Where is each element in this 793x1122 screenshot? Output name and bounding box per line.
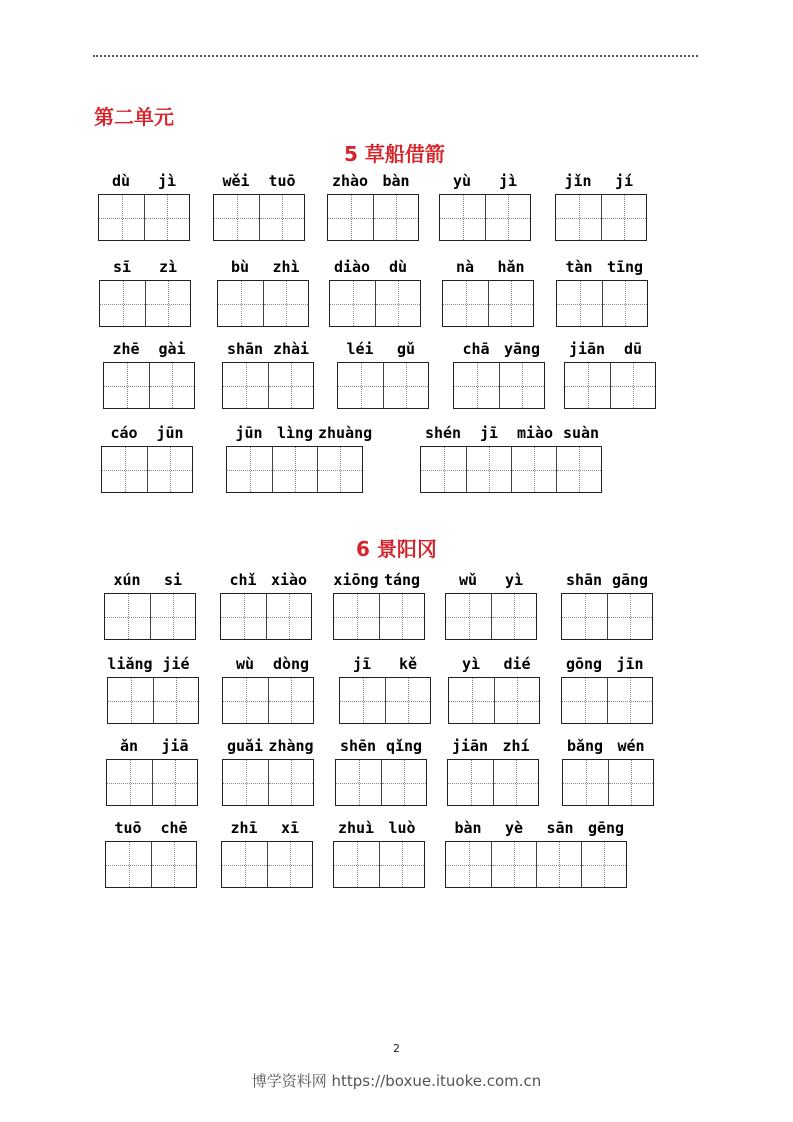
- tianzige-writing-grid[interactable]: [339, 677, 431, 724]
- tianzige-writing-grid[interactable]: [442, 280, 534, 327]
- character-cell[interactable]: [581, 842, 626, 887]
- pinyin-syllable: jiā: [161, 737, 189, 755]
- pinyin-syllable: yì: [504, 571, 524, 589]
- character-cell[interactable]: [222, 842, 267, 887]
- pinyin-syllable: zhì: [272, 258, 300, 276]
- pinyin-syllable: tuō: [114, 819, 142, 837]
- tianzige-writing-grid[interactable]: [333, 841, 425, 888]
- pinyin-syllable: shān: [565, 571, 603, 589]
- character-cell[interactable]: [218, 281, 263, 326]
- character-cell[interactable]: [330, 281, 375, 326]
- pinyin-syllable: tīng: [606, 258, 644, 276]
- tianzige-writing-grid[interactable]: [561, 593, 653, 640]
- pinyin-syllable: shén: [424, 424, 462, 442]
- pinyin-syllable: yāng: [503, 340, 541, 358]
- pinyin-syllable: chā: [462, 340, 490, 358]
- unit-title: 第二单元: [94, 105, 174, 129]
- character-cell[interactable]: [485, 195, 530, 240]
- pinyin-syllable: zì: [158, 258, 178, 276]
- pinyin-label: [333, 571, 425, 591]
- character-cell[interactable]: [336, 760, 381, 805]
- character-cell[interactable]: [375, 281, 420, 326]
- pinyin-label: [453, 340, 545, 360]
- pinyin-label: [327, 172, 419, 192]
- pinyin-syllable: xiào: [270, 571, 308, 589]
- pinyin-syllable: shān: [226, 340, 264, 358]
- character-cell[interactable]: [563, 760, 608, 805]
- character-cell[interactable]: [488, 281, 533, 326]
- pinyin-syllable: zhàng: [268, 737, 314, 755]
- pinyin-syllable: wén: [617, 737, 645, 755]
- pinyin-syllable: zhài: [272, 340, 310, 358]
- pinyin-label: [445, 819, 629, 839]
- character-cell[interactable]: [223, 363, 268, 408]
- pinyin-syllable: tuō: [268, 172, 296, 190]
- pinyin-syllable: hǎn: [497, 258, 525, 276]
- pinyin-syllable: jí: [614, 172, 634, 190]
- tianzige-writing-grid[interactable]: [107, 677, 199, 724]
- character-cell[interactable]: [466, 447, 511, 492]
- character-cell[interactable]: [268, 678, 313, 723]
- character-cell[interactable]: [272, 447, 317, 492]
- tianzige-writing-grid[interactable]: [104, 593, 196, 640]
- pinyin-label: [562, 737, 654, 757]
- pinyin-syllable: wǔ: [458, 571, 478, 589]
- pinyin-label: [339, 655, 431, 675]
- tianzige-writing-grid[interactable]: [453, 362, 545, 409]
- pinyin-label: [555, 172, 647, 192]
- tianzige-writing-grid[interactable]: [562, 759, 654, 806]
- character-cell[interactable]: [448, 760, 493, 805]
- pinyin-label: [329, 258, 421, 278]
- lesson-title: 5 草船借箭: [344, 142, 445, 166]
- pinyin-syllable: guǎi: [226, 737, 264, 755]
- pinyin-label: [561, 571, 653, 591]
- pinyin-syllable: jī: [479, 424, 499, 442]
- pinyin-syllable: jūn: [156, 424, 184, 442]
- pinyin-syllable: bàn: [454, 819, 482, 837]
- tianzige-writing-grid[interactable]: [213, 194, 305, 241]
- pinyin-syllable: bǎng: [566, 737, 604, 755]
- pinyin-label: [105, 819, 197, 839]
- character-cell[interactable]: [454, 363, 499, 408]
- pinyin-syllable: zhuàng: [318, 424, 373, 442]
- character-cell[interactable]: [223, 678, 268, 723]
- pinyin-syllable: luò: [388, 819, 416, 837]
- character-cell[interactable]: [446, 594, 491, 639]
- pinyin-label: [447, 737, 539, 757]
- tianzige-writing-grid[interactable]: [420, 446, 602, 493]
- character-cell[interactable]: [565, 363, 610, 408]
- character-cell[interactable]: [440, 195, 485, 240]
- pinyin-syllable: lìng: [276, 424, 314, 442]
- pinyin-syllable: gài: [158, 340, 186, 358]
- character-cell[interactable]: [268, 760, 313, 805]
- pinyin-syllable: táng: [383, 571, 421, 589]
- pinyin-syllable: diào: [333, 258, 371, 276]
- character-cell[interactable]: [536, 842, 581, 887]
- character-cell[interactable]: [340, 678, 385, 723]
- pinyin-label: [448, 655, 540, 675]
- pinyin-label: [104, 571, 196, 591]
- lesson-title: 6 景阳冈: [356, 537, 437, 561]
- character-cell[interactable]: [607, 678, 652, 723]
- character-cell[interactable]: [147, 447, 192, 492]
- character-cell[interactable]: [379, 594, 424, 639]
- pinyin-syllable: bù: [230, 258, 250, 276]
- tianzige-writing-grid[interactable]: [221, 841, 313, 888]
- tianzige-writing-grid[interactable]: [556, 280, 648, 327]
- tianzige-writing-grid[interactable]: [222, 759, 314, 806]
- character-cell[interactable]: [317, 447, 362, 492]
- pinyin-syllable: zhào: [331, 172, 369, 190]
- character-cell[interactable]: [334, 594, 379, 639]
- pinyin-syllable: léi: [346, 340, 374, 358]
- pinyin-label: [420, 424, 604, 444]
- pinyin-label: [333, 819, 425, 839]
- tianzige-writing-grid[interactable]: [448, 677, 540, 724]
- pinyin-syllable: chē: [160, 819, 188, 837]
- pinyin-syllable: wěi: [222, 172, 250, 190]
- character-cell[interactable]: [493, 760, 538, 805]
- pinyin-syllable: dū: [623, 340, 643, 358]
- pinyin-label: [439, 172, 531, 192]
- character-cell[interactable]: [267, 842, 312, 887]
- pinyin-syllable: zhí: [502, 737, 530, 755]
- character-cell[interactable]: [328, 195, 373, 240]
- pinyin-syllable: gǔ: [396, 340, 416, 358]
- character-cell[interactable]: [607, 594, 652, 639]
- character-cell[interactable]: [556, 447, 601, 492]
- pinyin-syllable: nà: [455, 258, 475, 276]
- character-cell[interactable]: [494, 678, 539, 723]
- pinyin-label: [101, 424, 193, 444]
- pinyin-syllable: cáo: [110, 424, 138, 442]
- pinyin-syllable: kě: [398, 655, 418, 673]
- character-cell[interactable]: [223, 760, 268, 805]
- character-cell[interactable]: [259, 195, 304, 240]
- pinyin-syllable: gēng: [587, 819, 625, 837]
- pinyin-syllable: dù: [111, 172, 131, 190]
- character-cell[interactable]: [227, 447, 272, 492]
- character-cell[interactable]: [153, 678, 198, 723]
- pinyin-syllable: wù: [235, 655, 255, 673]
- pinyin-label: [561, 655, 653, 675]
- character-cell[interactable]: [557, 281, 602, 326]
- pinyin-label: [564, 340, 656, 360]
- pinyin-syllable: si: [163, 571, 183, 589]
- pinyin-label: [217, 258, 309, 278]
- character-cell[interactable]: [102, 447, 147, 492]
- tianzige-writing-grid[interactable]: [439, 194, 531, 241]
- header-dotted-rule: [93, 55, 698, 57]
- pinyin-syllable: zhē: [112, 340, 140, 358]
- tianzige-writing-grid[interactable]: [555, 194, 647, 241]
- tianzige-writing-grid[interactable]: [226, 446, 363, 493]
- pinyin-label: [99, 258, 191, 278]
- tianzige-writing-grid[interactable]: [103, 362, 195, 409]
- pinyin-syllable: gāng: [611, 571, 649, 589]
- character-cell[interactable]: [379, 842, 424, 887]
- character-cell[interactable]: [150, 594, 195, 639]
- pinyin-syllable: bàn: [382, 172, 410, 190]
- pinyin-syllable: jì: [157, 172, 177, 190]
- pinyin-syllable: zhuì: [337, 819, 375, 837]
- pinyin-syllable: jié: [162, 655, 190, 673]
- character-cell[interactable]: [263, 281, 308, 326]
- pinyin-syllable: zhī: [230, 819, 258, 837]
- pinyin-syllable: yè: [504, 819, 524, 837]
- pinyin-syllable: miào: [516, 424, 554, 442]
- pinyin-syllable: xī: [280, 819, 300, 837]
- character-cell[interactable]: [556, 195, 601, 240]
- character-cell[interactable]: [144, 195, 189, 240]
- character-cell[interactable]: [491, 594, 536, 639]
- tianzige-writing-grid[interactable]: [564, 362, 656, 409]
- tianzige-writing-grid[interactable]: [101, 446, 193, 493]
- pinyin-syllable: liǎng: [107, 655, 153, 673]
- character-cell[interactable]: [266, 594, 311, 639]
- character-cell[interactable]: [100, 281, 145, 326]
- pinyin-syllable: chǐ: [229, 571, 257, 589]
- character-cell[interactable]: [421, 447, 466, 492]
- pinyin-label: [107, 655, 199, 675]
- character-cell[interactable]: [381, 760, 426, 805]
- pinyin-label: [226, 424, 373, 444]
- pinyin-label: [335, 737, 427, 757]
- tianzige-writing-grid[interactable]: [329, 280, 421, 327]
- character-cell[interactable]: [268, 363, 313, 408]
- character-cell[interactable]: [105, 594, 150, 639]
- pinyin-syllable: jiān: [568, 340, 606, 358]
- pinyin-syllable: dù: [388, 258, 408, 276]
- tianzige-writing-grid[interactable]: [222, 362, 314, 409]
- tianzige-writing-grid[interactable]: [561, 677, 653, 724]
- page-number: 2: [393, 1042, 400, 1055]
- character-cell[interactable]: [373, 195, 418, 240]
- pinyin-label: [222, 340, 314, 360]
- character-cell[interactable]: [608, 760, 653, 805]
- character-cell[interactable]: [338, 363, 383, 408]
- tianzige-writing-grid[interactable]: [98, 194, 190, 241]
- pinyin-syllable: suàn: [562, 424, 600, 442]
- pinyin-syllable: xiōng: [333, 571, 379, 589]
- tianzige-writing-grid[interactable]: [335, 759, 427, 806]
- character-cell[interactable]: [151, 842, 196, 887]
- pinyin-syllable: xún: [113, 571, 141, 589]
- character-cell[interactable]: [602, 281, 647, 326]
- tianzige-writing-grid[interactable]: [106, 759, 198, 806]
- tianzige-writing-grid[interactable]: [217, 280, 309, 327]
- pinyin-syllable: jì: [498, 172, 518, 190]
- footer-watermark: 博学资料网 https://boxue.ituoke.com.cn: [251, 1072, 542, 1090]
- pinyin-syllable: dié: [503, 655, 531, 673]
- tianzige-writing-grid[interactable]: [99, 280, 191, 327]
- tianzige-writing-grid[interactable]: [445, 593, 537, 640]
- pinyin-syllable: jūn: [235, 424, 263, 442]
- character-cell[interactable]: [104, 363, 149, 408]
- character-cell[interactable]: [511, 447, 556, 492]
- pinyin-syllable: dòng: [272, 655, 310, 673]
- pinyin-label: [221, 819, 313, 839]
- pinyin-label: [445, 571, 537, 591]
- tianzige-writing-grid[interactable]: [222, 677, 314, 724]
- character-cell[interactable]: [443, 281, 488, 326]
- character-cell[interactable]: [221, 594, 266, 639]
- tianzige-writing-grid[interactable]: [327, 194, 419, 241]
- pinyin-label: [222, 737, 314, 757]
- pinyin-syllable: yù: [452, 172, 472, 190]
- pinyin-label: [106, 737, 198, 757]
- pinyin-label: [556, 258, 648, 278]
- character-cell[interactable]: [562, 594, 607, 639]
- tianzige-writing-grid[interactable]: [220, 593, 312, 640]
- pinyin-syllable: jǐn: [564, 172, 592, 190]
- tianzige-writing-grid[interactable]: [333, 593, 425, 640]
- pinyin-syllable: ǎn: [119, 737, 139, 755]
- character-cell[interactable]: [499, 363, 544, 408]
- character-cell[interactable]: [99, 195, 144, 240]
- pinyin-label: [213, 172, 305, 192]
- character-cell[interactable]: [446, 842, 491, 887]
- tianzige-writing-grid[interactable]: [337, 362, 429, 409]
- character-cell[interactable]: [108, 678, 153, 723]
- pinyin-label: [220, 571, 312, 591]
- pinyin-label: [103, 340, 195, 360]
- pinyin-syllable: tàn: [565, 258, 593, 276]
- character-cell[interactable]: [449, 678, 494, 723]
- pinyin-syllable: shēn: [339, 737, 377, 755]
- pinyin-syllable: sī: [112, 258, 132, 276]
- character-cell[interactable]: [385, 678, 430, 723]
- character-cell[interactable]: [562, 678, 607, 723]
- pinyin-syllable: jiān: [451, 737, 489, 755]
- pinyin-syllable: jīn: [616, 655, 644, 673]
- character-cell[interactable]: [601, 195, 646, 240]
- pinyin-syllable: jī: [352, 655, 372, 673]
- tianzige-writing-grid[interactable]: [447, 759, 539, 806]
- pinyin-label: [337, 340, 429, 360]
- pinyin-syllable: qǐng: [385, 737, 423, 755]
- pinyin-label: [442, 258, 534, 278]
- character-cell[interactable]: [383, 363, 428, 408]
- character-cell[interactable]: [214, 195, 259, 240]
- character-cell[interactable]: [491, 842, 536, 887]
- pinyin-label: [222, 655, 314, 675]
- character-cell[interactable]: [149, 363, 194, 408]
- character-cell[interactable]: [610, 363, 655, 408]
- character-cell[interactable]: [152, 760, 197, 805]
- tianzige-writing-grid[interactable]: [105, 841, 197, 888]
- character-cell[interactable]: [107, 760, 152, 805]
- pinyin-syllable: yì: [461, 655, 481, 673]
- pinyin-syllable: sān: [546, 819, 574, 837]
- character-cell[interactable]: [106, 842, 151, 887]
- pinyin-label: [98, 172, 190, 192]
- character-cell[interactable]: [334, 842, 379, 887]
- pinyin-syllable: gōng: [565, 655, 603, 673]
- character-cell[interactable]: [145, 281, 190, 326]
- tianzige-writing-grid[interactable]: [445, 841, 627, 888]
